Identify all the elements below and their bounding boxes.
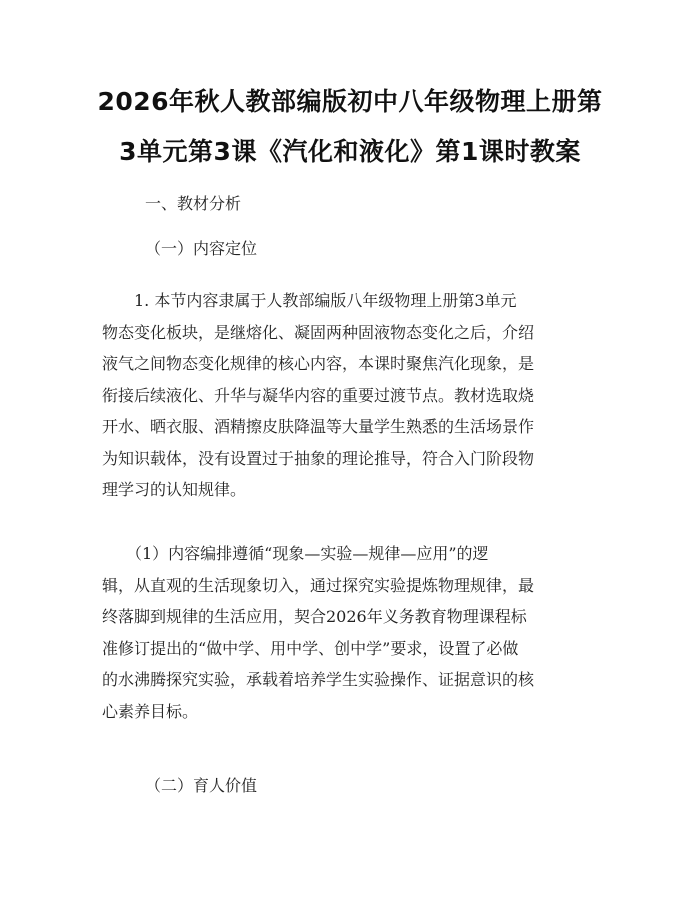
paragraph-line: 的水沸腾探究实验，承载着培养学生实验操作、证据意识的核 <box>102 670 535 689</box>
paragraph-line: 理学习的认知规律。 <box>102 480 247 499</box>
paragraph-line: 辑，从直观的生活现象切入，通过探究实验提炼物理规律，最 <box>102 575 535 595</box>
paragraph-line: 为知识载体，没有设置过于抽象的理论推导，符合入门阶段物 <box>102 448 535 468</box>
section-heading-textbook-analysis: 一、教材分析 <box>145 194 242 213</box>
paragraph-line: 1. 本节内容隶属于人教部编版八年级物理上册第3单元 <box>102 291 517 310</box>
paragraph-content-positioning <box>102 285 602 506</box>
subsection-heading-content-positioning: （一）内容定位 <box>145 239 258 258</box>
paragraph-line: （1）内容编排遵循“现象—实验—规律—应用”的逻 <box>102 544 489 563</box>
subsection-heading-educational-value: （二）育人价值 <box>145 776 258 795</box>
paragraph-line: 衔接后续液化、升华与凝华内容的重要过渡节点。教材选取烧 <box>102 385 535 405</box>
paragraph-line: 终落脚到规律的生活应用，契合2026年义务教育物理课程标 <box>102 607 527 626</box>
paragraph-content-arrangement <box>102 538 602 727</box>
paragraph-line: 开水、晒衣服、酒精擦皮肤降温等大量学生熟悉的生活场景作 <box>102 417 535 436</box>
document-title-line-2: 3单元第3课《汽化和液化》第1课时教案 <box>119 137 581 166</box>
paragraph-line: 心素养目标。 <box>102 701 199 721</box>
paragraph-line: 液气之间物态变化规律的核心内容，本课时聚焦汽化现象，是 <box>102 354 535 373</box>
paragraph-line: 物态变化板块，是继熔化、凝固两种固液物态变化之后，介绍 <box>102 322 535 342</box>
paragraph-line: 准修订提出的“做中学、用中学、创中学”要求，设置了必做 <box>102 638 519 658</box>
document-title-line-1: 2026年秋人教部编版初中八年级物理上册第 <box>97 87 603 116</box>
